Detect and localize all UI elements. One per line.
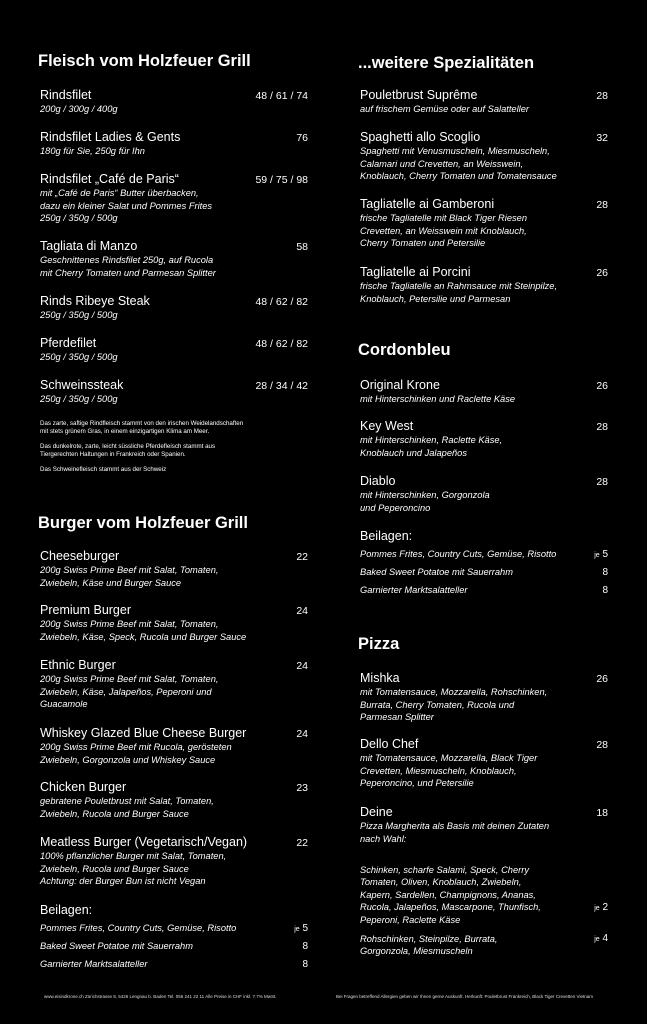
menu-item <box>40 88 308 116</box>
menu-item <box>40 336 308 364</box>
extras-list: Rohschinken, Steinpilze, Burrata, Gorgonzola, Miesmuscheln <box>360 933 498 956</box>
side-price: 8 <box>302 941 308 952</box>
extras-list: Schinken, scharfe Salami, Speck, Cherry Tomaten, Oliven, Knoblauch, Zwiebeln, Kapern, Sardellen, Champignons, Ananas, Rucola, Jalapeños, Mascarpone, Thunfisch, Peperoni, Raclette Käse <box>360 864 541 925</box>
menu-item <box>360 737 608 790</box>
item-desc: Geschnittenes Rindsfilet 250g, auf Rucola mit Cherry Tomaten und Parmesan Splitter <box>40 255 216 278</box>
menu-item <box>360 419 608 459</box>
item-desc: mit „Café de Paris“ Butter überbacken, dazu ein kleiner Salat und Pommes Frites 250g / 350g / 500g <box>40 188 213 223</box>
item-name: Tagliatelle ai Gamberoni <box>360 197 495 211</box>
item-name: Diablo <box>360 474 396 488</box>
side-item <box>360 549 608 559</box>
side-item <box>360 567 608 577</box>
item-name: Premium Burger <box>40 603 131 617</box>
pizza-extras <box>360 920 608 983</box>
item-price: 58 <box>296 241 308 253</box>
section-title-burger: Burger vom Holzfeuer Grill <box>38 514 248 532</box>
item-price: 48 / 62 / 82 <box>255 296 308 308</box>
beilagen-label: Beilagen: <box>360 529 413 543</box>
item-name: Rindsfilet „Café de Paris“ <box>40 172 179 186</box>
item-name: Dello Chef <box>360 737 419 751</box>
item-price: 28 <box>596 476 608 488</box>
side-price: 8 <box>302 959 308 970</box>
item-name: Mishka <box>360 671 400 685</box>
item-desc: mit Tomatensauce, Mozzarella, Rohschinken, Burrata, Cherry Tomaten, Rucola und Parmesan Splitter <box>360 687 548 722</box>
item-price: 28 <box>596 90 608 102</box>
menu-item <box>360 378 608 406</box>
item-price: 28 / 34 / 42 <box>255 380 308 392</box>
menu-item <box>40 658 308 711</box>
item-price: 32 <box>596 132 608 144</box>
item-desc: 250g / 350g / 500g <box>40 310 118 320</box>
item-name: Rindsfilet <box>40 88 92 102</box>
menu-item <box>360 88 608 116</box>
footer-address: www.eisindkrone.ch Zürichstrasse 8, 5426 Lengnau b. Baden Tel. 056 241 22 11 Alle Preise in CHF inkl. 7.7% MwSt. <box>44 994 277 999</box>
item-price: 48 / 61 / 74 <box>255 90 308 102</box>
item-desc: 200g / 300g / 400g <box>40 104 118 114</box>
item-desc: 250g / 350g / 500g <box>40 394 118 404</box>
side-name: Garnierter Marktsalatteller <box>40 959 148 969</box>
item-desc: auf frischem Gemüse oder auf Salatteller <box>360 104 529 114</box>
item-desc: frische Tagliatelle mit Black Tiger Riesen Crevetten, an Weisswein mit Knoblauch, Cherry Tomaten und Petersilie <box>360 213 527 248</box>
menu-item <box>40 835 308 888</box>
item-price: 26 <box>596 380 608 392</box>
item-desc: 100% pflanzlicher Burger mit Salat, Tomaten, Zwiebeln, Rucola und Burger Sauce Achtung: der Burger Bun ist nicht Vegan <box>40 851 227 886</box>
item-price: 26 <box>596 267 608 279</box>
menu-item <box>360 265 608 305</box>
item-name: Deine <box>360 805 393 819</box>
menu-item <box>40 130 308 158</box>
section-title-fleisch: Fleisch vom Holzfeuer Grill <box>38 52 251 70</box>
item-desc: frische Tagliatelle an Rahmsauce mit Steinpilze, Knoblauch, Petersilie und Parmesan <box>360 281 558 304</box>
item-price: 22 <box>296 837 308 849</box>
item-desc: 200g Swiss Prime Beef mit Salat, Tomaten, Zwiebeln, Käse, Speck, Rucola und Burger Sauce <box>40 619 247 642</box>
side-item <box>40 941 308 951</box>
item-name: Spaghetti allo Scoglio <box>360 130 481 144</box>
extras-price: je 4 <box>594 933 608 944</box>
item-name: Rindsfilet Ladies & Gents <box>40 130 181 144</box>
side-item <box>360 585 608 595</box>
item-name: Chicken Burger <box>40 780 127 794</box>
item-desc: 200g Swiss Prime Beef mit Salat, Tomaten, Zwiebeln, Käse, Jalapeños, Peperoni und Guacamole <box>40 674 219 709</box>
item-desc: Spaghetti mit Venusmuscheln, Miesmuscheln, Calamari und Crevetten, an Weisswein, Knoblauch, Cherry Tomaten und Tomatensauce <box>360 146 557 181</box>
item-desc: 200g Swiss Prime Beef mit Salat, Tomaten, Zwiebeln, Käse und Burger Sauce <box>40 565 219 588</box>
menu-item <box>40 294 308 322</box>
item-price: 28 <box>596 421 608 433</box>
item-desc: mit Hinterschinken und Raclette Käse <box>360 394 516 404</box>
item-name: Tagliata di Manzo <box>40 239 138 253</box>
footer-allergy: Bei Fragen betreffend Allergien geben wir Ihnen gerne Auskunft. Herkunft: Pouletbrust Frankreich, Black Tiger Crevetten Vietnam <box>336 994 593 999</box>
side-item <box>40 923 308 933</box>
item-name: Pferdefilet <box>40 336 97 350</box>
item-price: 24 <box>296 660 308 672</box>
item-name: Ethnic Burger <box>40 658 116 672</box>
item-price: 22 <box>296 551 308 563</box>
item-price: 76 <box>296 132 308 144</box>
item-price: 48 / 62 / 82 <box>255 338 308 350</box>
extras-price: je 2 <box>594 902 608 913</box>
menu-item <box>40 780 308 820</box>
side-name: Pommes Frites, Country Cuts, Gemüse, Risotto <box>40 923 237 933</box>
origin-note: Das zarte, saftige Rindfleisch stammt von den irischen Weidelandschaften mit stets grünem Gras, in einem einzigartigen Klima am Meer. <box>40 420 244 435</box>
item-price: 18 <box>596 807 608 819</box>
section-title-pizza: Pizza <box>358 635 400 653</box>
item-price: 28 <box>596 739 608 751</box>
item-name: Original Krone <box>360 378 440 392</box>
menu-item <box>40 549 308 589</box>
item-desc: mit Hinterschinken, Raclette Käse, Knoblauch und Jalapeños <box>360 435 503 458</box>
beilagen-label: Beilagen: <box>40 903 93 917</box>
item-price: 26 <box>596 673 608 685</box>
origin-note: Das dunkelrote, zarte, leicht süssliche Pferdefleisch stammt aus Tiergerechten Haltungen in Frankreich oder Spanien. <box>40 443 216 458</box>
menu-item <box>360 805 608 845</box>
menu-item <box>360 474 608 514</box>
item-desc: gebratene Pouletbrust mit Salat, Tomaten, Zwiebeln, Rucola und Burger Sauce <box>40 796 214 819</box>
menu-item <box>360 130 608 183</box>
item-name: Rinds Ribeye Steak <box>40 294 150 308</box>
item-desc: mit Hinterschinken, Gorgonzola und Peperoncino <box>360 490 490 513</box>
menu-item <box>360 197 608 250</box>
origin-note: Das Schweinefleisch stammt aus der Schweiz <box>40 466 167 473</box>
item-name: Tagliatelle ai Porcini <box>360 265 471 279</box>
item-desc: mit Tomatensauce, Mozzarella, Black Tiger Crevetten, Miesmuscheln, Knoblauch, Peperoncino, und Petersilie <box>360 753 538 788</box>
item-name: Cheeseburger <box>40 549 120 563</box>
item-desc: Pizza Margherita als Basis mit deinen Zutaten nach Wahl: <box>360 821 550 844</box>
item-price: 59 / 75 / 98 <box>255 174 308 186</box>
menu-item <box>40 172 308 225</box>
item-desc: 200g Swiss Prime Beef mit Rucola, gerösteten Zwiebeln, Gorgonzola und Whiskey Sauce <box>40 742 232 765</box>
item-name: Whiskey Glazed Blue Cheese Burger <box>40 726 247 740</box>
item-desc: 180g für Sie, 250g für Ihn <box>40 146 145 156</box>
item-price: 24 <box>296 605 308 617</box>
item-name: Pouletbrust Suprême <box>360 88 478 102</box>
item-name: Meatless Burger (Vegetarisch/Vegan) <box>40 835 248 849</box>
menu-item <box>40 726 308 766</box>
side-name: Baked Sweet Potatoe mit Sauerrahm <box>360 567 513 577</box>
side-price: je 5 <box>594 549 608 560</box>
side-price: je 5 <box>294 923 308 934</box>
item-desc: 250g / 350g / 500g <box>40 352 118 362</box>
side-name: Garnierter Marktsalatteller <box>360 585 468 595</box>
side-price: 8 <box>602 567 608 578</box>
section-title-cordonbleu: Cordonbleu <box>358 341 451 359</box>
item-price: 24 <box>296 728 308 740</box>
menu-item <box>40 239 308 279</box>
side-price: 8 <box>602 585 608 596</box>
item-name: Key West <box>360 419 414 433</box>
item-name: Schweinssteak <box>40 378 124 392</box>
menu-item <box>40 603 308 643</box>
item-price: 28 <box>596 199 608 211</box>
side-name: Baked Sweet Potatoe mit Sauerrahm <box>40 941 193 951</box>
item-price: 23 <box>296 782 308 794</box>
menu-item <box>40 378 308 406</box>
section-title-spezial: ...weitere Spezialitäten <box>358 54 535 72</box>
menu-item <box>360 671 608 724</box>
side-name: Pommes Frites, Country Cuts, Gemüse, Risotto <box>360 549 557 559</box>
side-item <box>40 959 308 969</box>
